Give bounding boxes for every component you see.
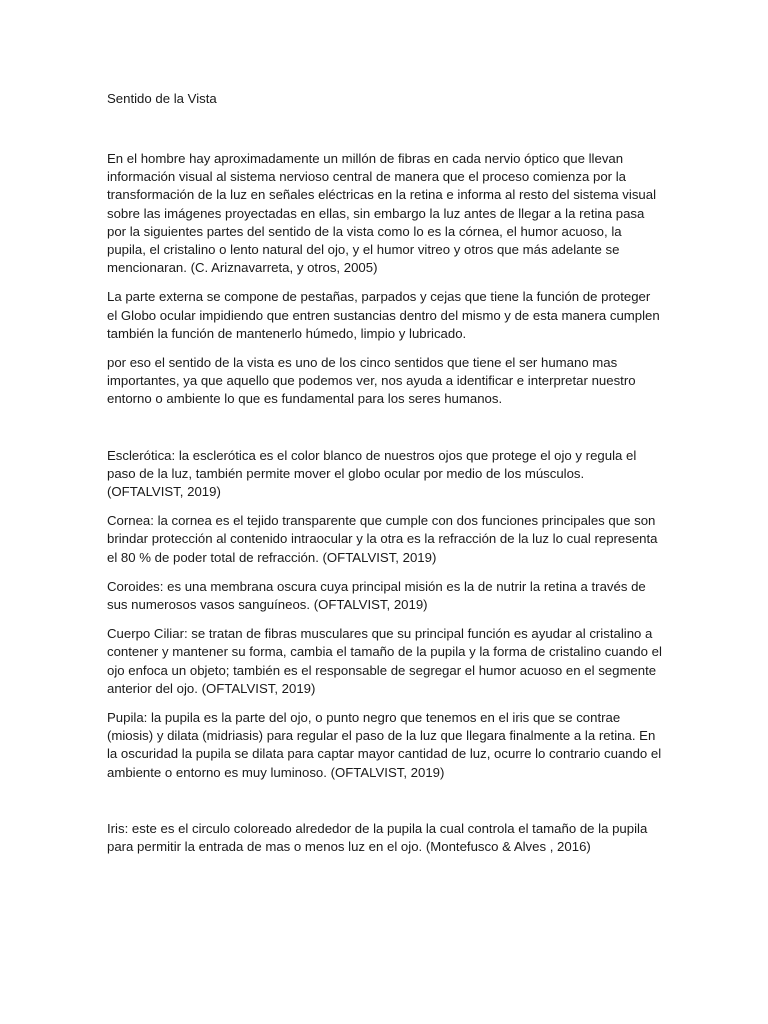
paragraph-coroides: Coroides: es una membrana oscura cuya principal misión es la de nutrir la retina a través de sus numerosos vasos sanguíneos. (OFTALVIST, 2019)	[107, 578, 646, 613]
paragraph-importance: por eso el sentido de la vista es uno de los cinco sentidos que tiene el ser humano mas importantes, ya que aquello que podemos ver, nos ayuda a identificar e interpretar nuestro entorno o ambiente lo que es fundamental para los seres humanos.	[107, 355, 636, 407]
paragraph-pupila: Pupila: la pupila es la parte del ojo, o punto negro que tenemos en el iris que se contrae (miosis) y dilata (midriasis) para regular el paso de la luz que llegara finalmente a la retina. En la oscuridad la pupila se dilata para captar mayor cantidad de luz, ocurre lo contrario cuando el ambiente o entorno es muy luminoso. (OFTALVIST, 2019)	[107, 710, 662, 780]
paragraph-cornea: Cornea: la cornea es el tejido transparente que cumple con dos funciones principales que son brindar protección al contenido intraocular y la otra es la refracción de la luz lo cual representa el 80 % de poder total de refracción. (OFTALVIST, 2019)	[107, 513, 658, 565]
paragraph-external-part: La parte externa se compone de pestañas, parpados y cejas que tiene la función de proteger el Globo ocular impidiendo que entren sustancias dentro del mismo y de esta manera cumplen también la función de mantenerlo húmedo, limpio y lubricado.	[107, 289, 660, 341]
paragraph-cuerpo-ciliar: Cuerpo Ciliar: se tratan de fibras musculares que su principal función es ayudar al cristalino a contener y mantener su forma, cambia el tamaño de la pupila y la forma de cristalino cuando el ojo enfoca un objeto; también es el responsable de segregar el humor acuoso en el segmente anterior del ojo. (OFTALVIST, 2019)	[107, 626, 662, 696]
paragraph-iris: Iris: este es el circulo coloreado alrededor de la pupila la cual controla el tamaño de la pupila para permitir la entrada de mas o menos luz en el ojo. (Montefusco & Alves , 2016)	[107, 820, 648, 855]
paragraph-esclerotica: Esclerótica: la esclerótica es el color blanco de nuestros ojos que protege el ojo y regula el paso de la luz, también permite mover el globo ocular por medio de los músculos. (OFTALVIST, 2019)	[107, 447, 637, 500]
document-title: Sentido de la Vista	[107, 91, 217, 106]
document-page	[107, 90, 663, 856]
paragraph-intro: En el hombre hay aproximadamente un millón de fibras en cada nervio óptico que llevan información visual al sistema nervioso central de manera que el proceso comienza por la transformación de la luz en señales eléctricas en la retina e informa al resto del sistema visual sobre las imágenes proyectadas en ellas, sin embargo la luz antes de llegar a la retina pasa por la siguientes partes del sentido de la vista como lo es la córnea, el humor acuoso, la pupila, el cristalino o lento natural del ojo, y el humor vitreo y otros que más adelante se mencionaran. (C. Ariznavarreta, y otros, 2005)	[107, 151, 657, 276]
